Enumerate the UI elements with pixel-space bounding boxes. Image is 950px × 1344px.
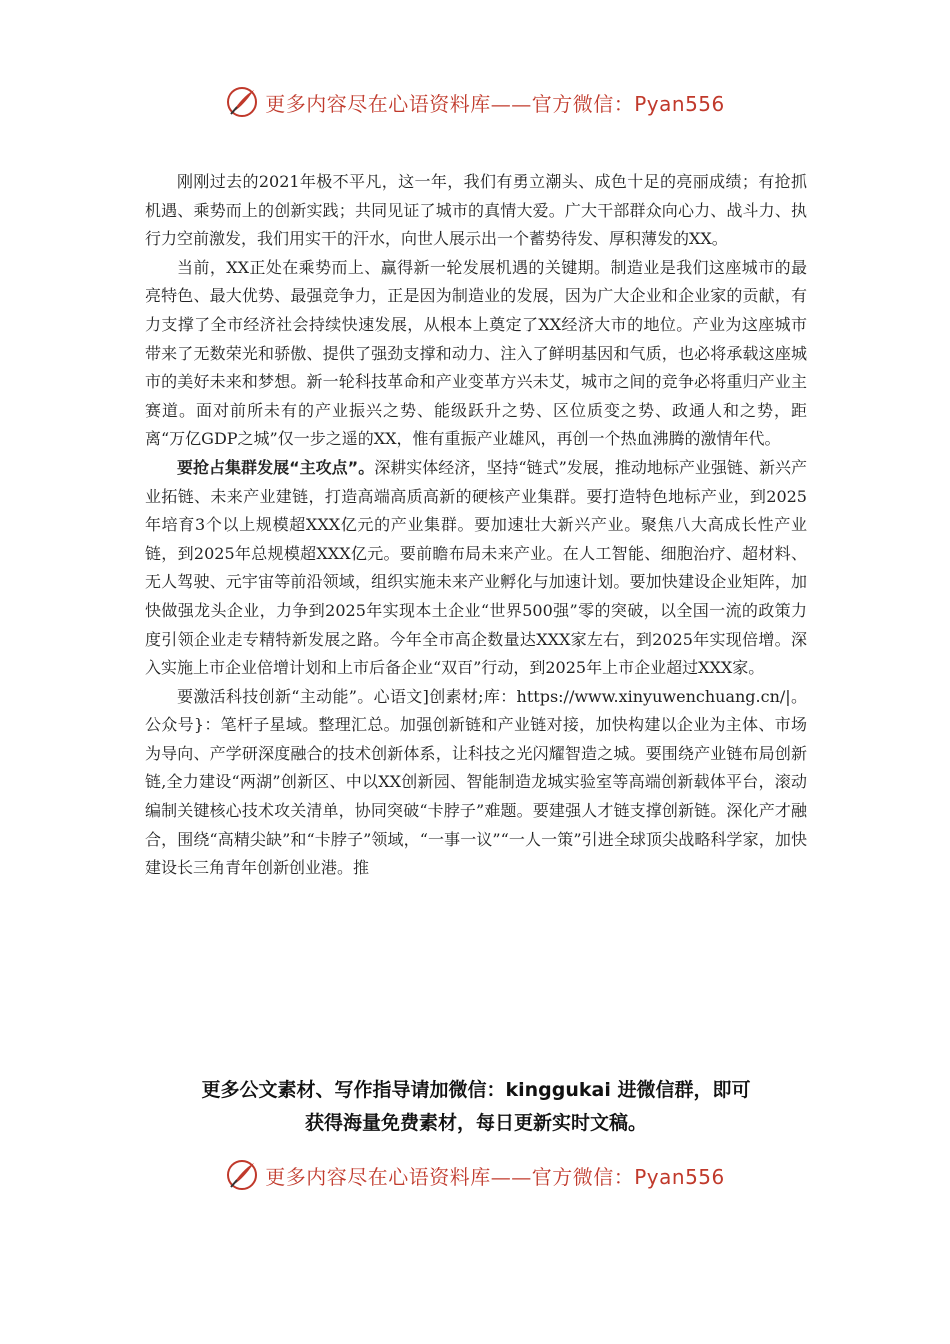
paragraph: 要激活科技创新“主动能”。心语文]创素材;库：https://www.xinyuwenchuang.cn/|。公众号}：笔杆子星域。整理汇总。加强创新链和产业链对接，加快构建以企业为主体、市场为导向、产学研深度融合的技术创新体系，让科技之光闪耀智造之城。要围绕产业链布局创新链,全力建设“两湖”创新区、中以XX创新园、智能制造龙城实验室等高端创新载体平台，滚动编制关键核心技术攻关清单，协同突破“卡脖子”难题。要建强人才链支撑创新链。深化产才融合，围绕“高精尖缺”和“卡脖子”领域，“一事一议”“一人一策”引进全球顶尖战略科学家，加快建设长三角青年创新创业港。推 xyxy=(145,686,807,878)
section-heading: 要抢占集群发展“主攻点”。 xyxy=(177,457,375,477)
banner-text: 更多内容尽在心语资料库——官方微信：Pyan556 xyxy=(265,91,725,116)
article-body xyxy=(145,168,807,883)
promo-line: 更多公文素材、写作指导请加微信：kinggukai 进微信群，即可 xyxy=(201,1079,751,1101)
header-banner xyxy=(0,82,950,122)
paragraph: 要抢占集群发展“主攻点”。深耕实体经济，坚持“链式”发展，推动地标产业强链、新兴产业拓链、未来产业建链，打造高端高质高新的硬核产业集群。要打造特色地标产业，到2025年培育3个以上规模超XXX亿元的产业集群。要加速壮大新兴产业。聚焦八大高成长性产业链，到2025年总规模超XXX亿元。要前瞻布局未来产业。在人工智能、细胞治疗、超材料、无人驾驶、元宇宙等前沿领域，组织实施未来产业孵化与加速计划。要加快建设企业矩阵，加快做强龙头企业，力争到2025年实现本土企业“世界500强”零的突破，以全国一流的政策力度引领企业走专精特新发展之路。今年全市高企数量达XXX家左右，到2025年实现倍增。深入实施上市企业倍增计划和上市后备企业“双百”行动，到2025年上市企业超过XXX家。 xyxy=(145,457,807,678)
promo-notice xyxy=(145,1074,807,1140)
promo-line: 获得海量免费素材，每日更新实时文稿。 xyxy=(304,1112,647,1134)
paragraph: 刚刚过去的2021年极不平凡，这一年，我们有勇立潮头、成色十足的亮丽成绩；有抢抓机遇、乘势而上的创新实践；共同见证了城市的真情大爱。广大干部群众向心力、战斗力、执行力空前激发，我们用实干的汗水，向世人展示出一个蓄势待发、厚积薄发的XX。 xyxy=(145,172,807,249)
quill-logo-icon xyxy=(225,1158,259,1192)
paragraph: 当前，XX正处在乘势而上、赢得新一轮发展机遇的关键期。制造业是我们这座城市的最亮特色、最大优势、最强竞争力，正是因为制造业的发展，因为广大企业和企业家的贡献，有力支撑了全市经济社会持续快速发展，从根本上奠定了XX经济大市的地位。产业为这座城市带来了无数荣光和骄傲、提供了强劲支撑和动力、注入了鲜明基因和气质，也必将承载这座城市的美好未来和梦想。新一轮科技革命和产业变革方兴未艾，城市之间的竞争必将重归产业主赛道。面对前所未有的产业振兴之势、能级跃升之势、区位质变之势、政通人和之势，距离“万亿GDP之城”仅一步之遥的XX，惟有重振产业雄风，再创一个热血沸腾的激情年代。 xyxy=(145,257,807,449)
quill-logo-icon xyxy=(225,85,259,119)
banner-text: 更多内容尽在心语资料库——官方微信：Pyan556 xyxy=(265,1164,725,1189)
footer-banner xyxy=(0,1155,950,1195)
